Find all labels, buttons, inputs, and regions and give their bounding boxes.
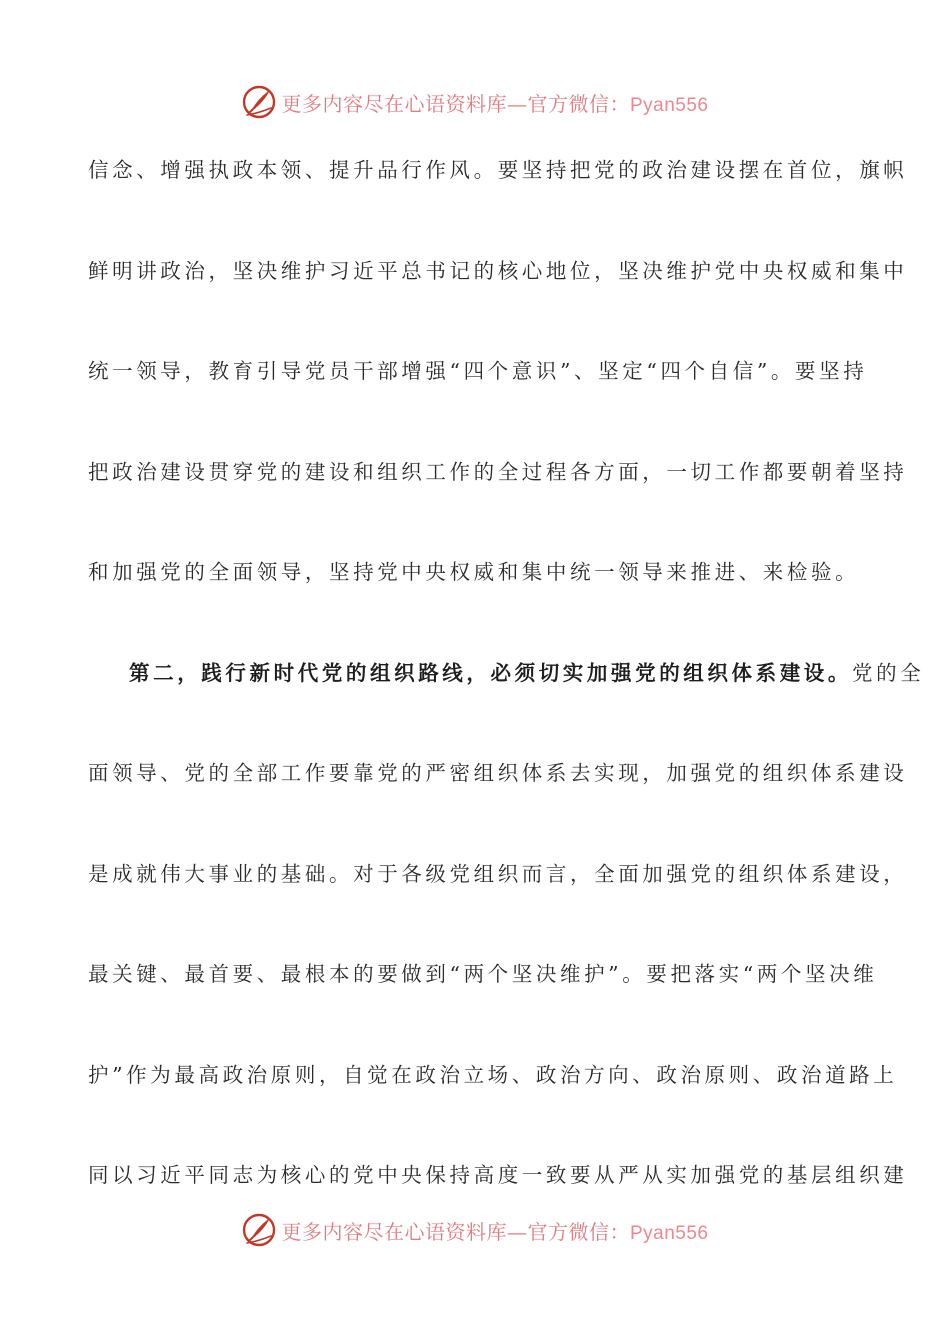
text-line: 同以习近平同志为核心的党中央保持高度一致要从严从实加强党的基层组织建 <box>88 1163 908 1187</box>
text-line: 信念、增强执政本领、提升品行作风。要坚持把党的政治建设摆在首位，旗帜 <box>88 158 908 182</box>
banner-text: 更多内容尽在心语资料库—官方微信：Pyan556 <box>281 91 709 116</box>
banner-text: 更多内容尽在心语资料库—官方微信：Pyan556 <box>281 1219 709 1244</box>
header-banner <box>0 80 950 124</box>
text-line: 是成就伟大事业的基础。对于各级党组织而言，全面加强党的组织体系建设， <box>88 861 908 886</box>
text-line: 鲜明讲政治，坚决维护习近平总书记的核心地位，坚决维护党中央权威和集中 <box>88 258 908 283</box>
quill-logo-icon <box>241 1212 277 1248</box>
text-line: 把政治建设贯穿党的建设和组织工作的全过程各方面，一切工作都要朝着坚持 <box>88 459 908 484</box>
paragraph-heading-line <box>88 643 925 744</box>
wechat-id: Pyan556 <box>629 94 709 116</box>
text-line: 最关键、最首要、最根本的要做到“两个坚决维护”。要把落实“两个坚决维 <box>88 962 878 986</box>
wechat-id: Pyan556 <box>629 1222 709 1244</box>
text-line: 统一领导，教育引导党员干部增强“四个意识”、坚定“四个自信”。要坚持 <box>88 359 868 383</box>
heading-continuation: 党的全 <box>852 660 925 685</box>
document-body <box>88 140 925 1246</box>
text-line: 护”作为最高政治原则，自觉在政治立场、政治方向、政治原则、政治道路上 <box>88 1062 898 1087</box>
text-line: 和加强党的全面领导，坚持党中央权威和集中统一领导来推进、来检验。 <box>88 560 860 584</box>
quill-logo-icon <box>241 84 277 120</box>
text-line: 面领导、党的全部工作要靠党的严密组织体系去实现，加强党的组织体系建设 <box>88 761 908 785</box>
footer-banner <box>0 1208 950 1252</box>
bold-heading: 第二，践行新时代党的组织路线，必须切实加强党的组织体系建设。 <box>129 660 852 685</box>
